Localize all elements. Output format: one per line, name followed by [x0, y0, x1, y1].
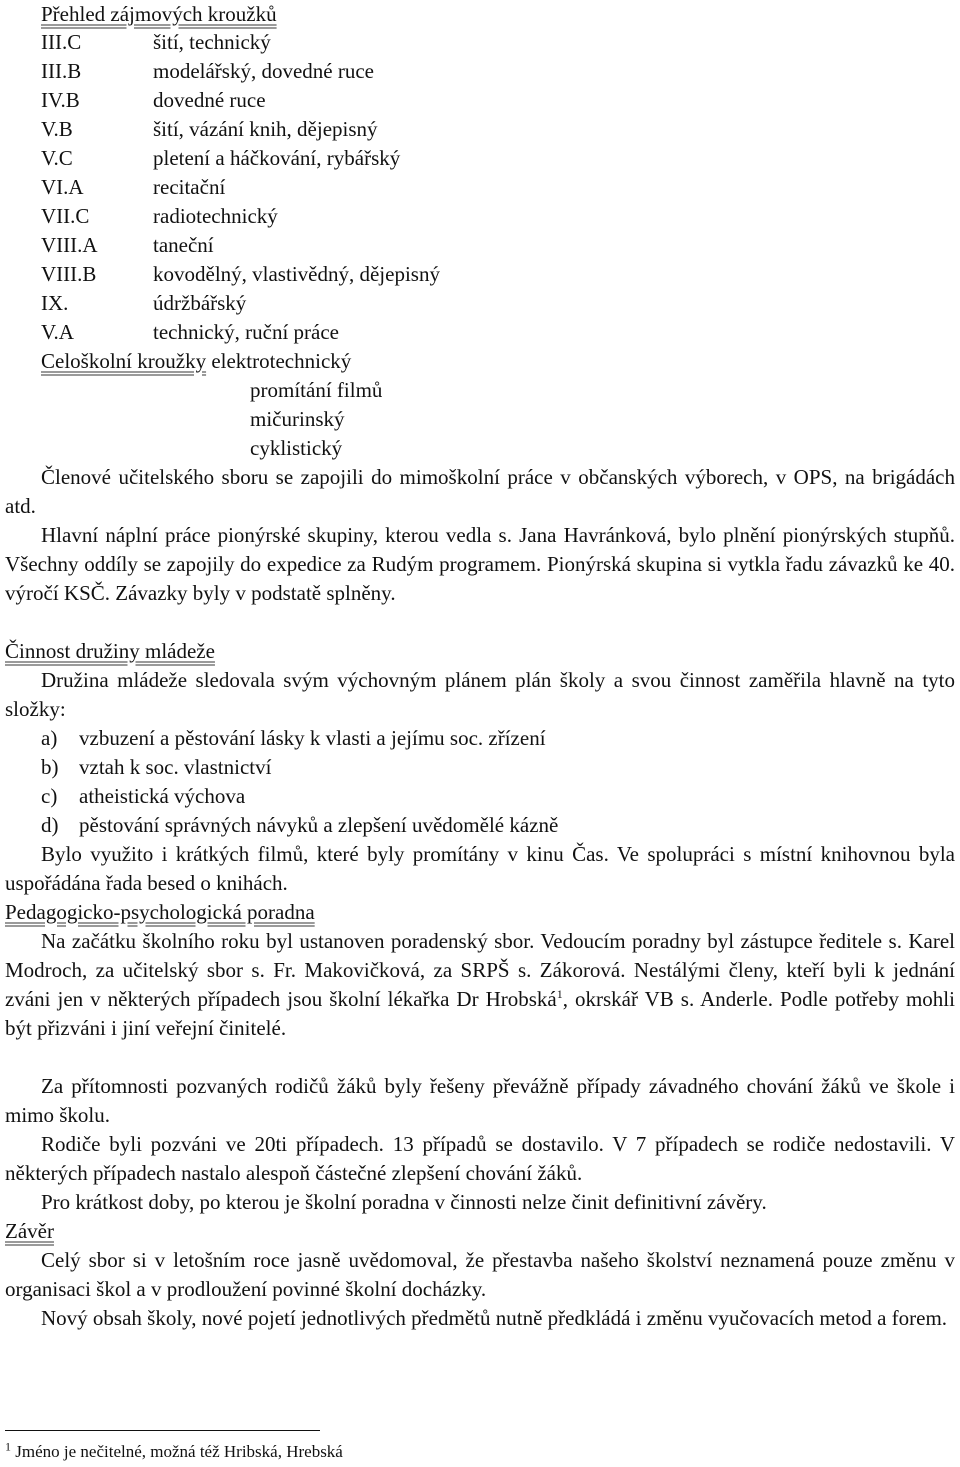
club-class-code: VIII.A [41, 233, 98, 257]
footnote [5, 1441, 343, 1463]
footnote-divider [5, 1430, 320, 1431]
school-wide-item: promítání filmů [250, 378, 383, 402]
counseling-paragraph: Rodiče byli pozváni ve 20ti případech. 13 případů se dostavilo. V 7 případech se rodiče nedostavili. V některých případech nastalo alespoň částečné zlepšení chování žáků. [5, 1132, 955, 1185]
footnote-marker: 1 [5, 1439, 11, 1454]
list-item [41, 753, 271, 782]
club-activities: radiotechnický [153, 204, 278, 228]
list-marker: a) [41, 726, 58, 750]
club-class-code: IV.B [41, 88, 80, 112]
school-wide-label: Celoškolní kroužky [41, 349, 207, 373]
club-activities: recitační [153, 175, 226, 199]
club-activities: šití, vázání knih, dějepisný [153, 117, 378, 141]
list-marker: b) [41, 755, 59, 779]
club-activities: pletení a háčkování, rybářský [153, 146, 401, 170]
list-item [41, 811, 558, 840]
club-class-code: III.B [41, 59, 82, 83]
club-activities: údržbářský [153, 291, 247, 315]
club-class-code: III.C [41, 30, 82, 54]
school-wide-item: elektrotechnický [211, 349, 352, 373]
footnote-reference: 1 [556, 987, 563, 1001]
counseling-heading: Pedagogicko-psychologická poradna [5, 900, 315, 924]
club-activities: technický, ruční práce [153, 320, 339, 344]
counseling-paragraph: Za přítomnosti pozvaných rodičů žáků byly řešeny převážně případy závadného chování žáků ve škole i mimo školu. [5, 1074, 955, 1127]
conclusion-paragraph: Nový obsah školy, nové pojetí jednotlivých předmětů nutně předkládá i změnu vyučovacích metod a forem. [41, 1306, 948, 1330]
list-item-text: vztah k soc. vlastnictví [79, 755, 272, 779]
list-marker: d) [41, 813, 59, 837]
school-wide-item: mičurinský [250, 407, 345, 431]
counseling-paragraph [5, 927, 955, 1043]
school-wide-row [41, 347, 351, 376]
club-activities: dovedné ruce [153, 88, 266, 112]
club-activities: taneční [153, 233, 214, 257]
list-item-text: vzbuzení a pěstování lásky k vlasti a jejímu soc. zřízení [79, 726, 546, 750]
list-item-text: atheistická výchova [79, 784, 246, 808]
footnote-text: Jméno je nečitelné, možná též Hribská, Hrebská [11, 1442, 343, 1461]
school-wide-item: cyklistický [250, 436, 343, 460]
list-item [41, 724, 546, 753]
club-class-code: VIII.B [41, 262, 97, 286]
club-class-code: VII.C [41, 204, 90, 228]
list-item [41, 782, 245, 811]
club-class-code: IX. [41, 291, 69, 315]
youth-group-outro: Bylo využito i krátkých filmů, které byly promítány v kinu Čas. Ve spolupráci s místní knihovnou byla uspořádána řada besed o knihách. [5, 842, 955, 895]
pioneer-paragraph: Hlavní náplní práce pionýrské skupiny, kterou vedla s. Jana Havránková, bylo plnění pionýrských stupňů. Všechny oddíly se zapojily do expedice za Rudým programem. Pionýrská skupina si vytkla řadu závazků ke 40. výročí KSČ. Závazky byly v podstatě splněny. [5, 523, 955, 605]
conclusion-paragraph: Celý sbor si v letošním roce jasně uvědomoval, že přestavba našeho školství neznamená pouze změnu v organisaci škol a v prodloužení povinné školní docházky. [5, 1248, 955, 1301]
club-activities: šití, technický [153, 30, 271, 54]
list-marker: c) [41, 784, 58, 808]
club-activities: kovodělný, vlastivědný, dějepisný [153, 262, 440, 286]
clubs-heading: Přehled zájmových kroužků [41, 2, 277, 26]
club-class-code: V.B [41, 117, 73, 141]
youth-group-intro: Družina mládeže sledovala svým výchovným plánem plán školy a svou činnost zaměřila hlavně na tyto složky: [5, 668, 955, 721]
counseling-text: Na začátku školního roku byl ustanoven poradenský sbor. Vedoucím poradny byl zástupce ředitele s. Karel Modroch, za učitelský sbor s. Fr. Makovičková, za SRPŠ s. Zákorová. Nestálými členy, kteří byli k jednání zváni jen v některých případech jsou školní lékařka Dr Hrobská [5, 929, 955, 1011]
counseling-text: , okrskář VB s. Anderle. Podle potřeby mohli být přizváni i jiní veřejní činitelé. [5, 987, 955, 1040]
club-activities: modelářský, dovedné ruce [153, 59, 375, 83]
club-class-code: V.A [41, 320, 74, 344]
club-class-code: V.C [41, 146, 73, 170]
list-item-text: pěstování správných návyků a zlepšení uvědomělé kázně [79, 813, 559, 837]
club-class-code: VI.A [41, 175, 84, 199]
youth-group-heading: Činnost družiny mládeže [5, 639, 215, 663]
staff-paragraph: Členové učitelského sboru se zapojili do mimoškolní práce v občanských výborech, v OPS, na brigádách atd. [5, 465, 955, 518]
conclusion-heading: Závěr [5, 1219, 54, 1243]
counseling-paragraph: Pro krátkost doby, po kterou je školní poradna v činnosti nelze činit definitivní závěry. [41, 1190, 767, 1214]
